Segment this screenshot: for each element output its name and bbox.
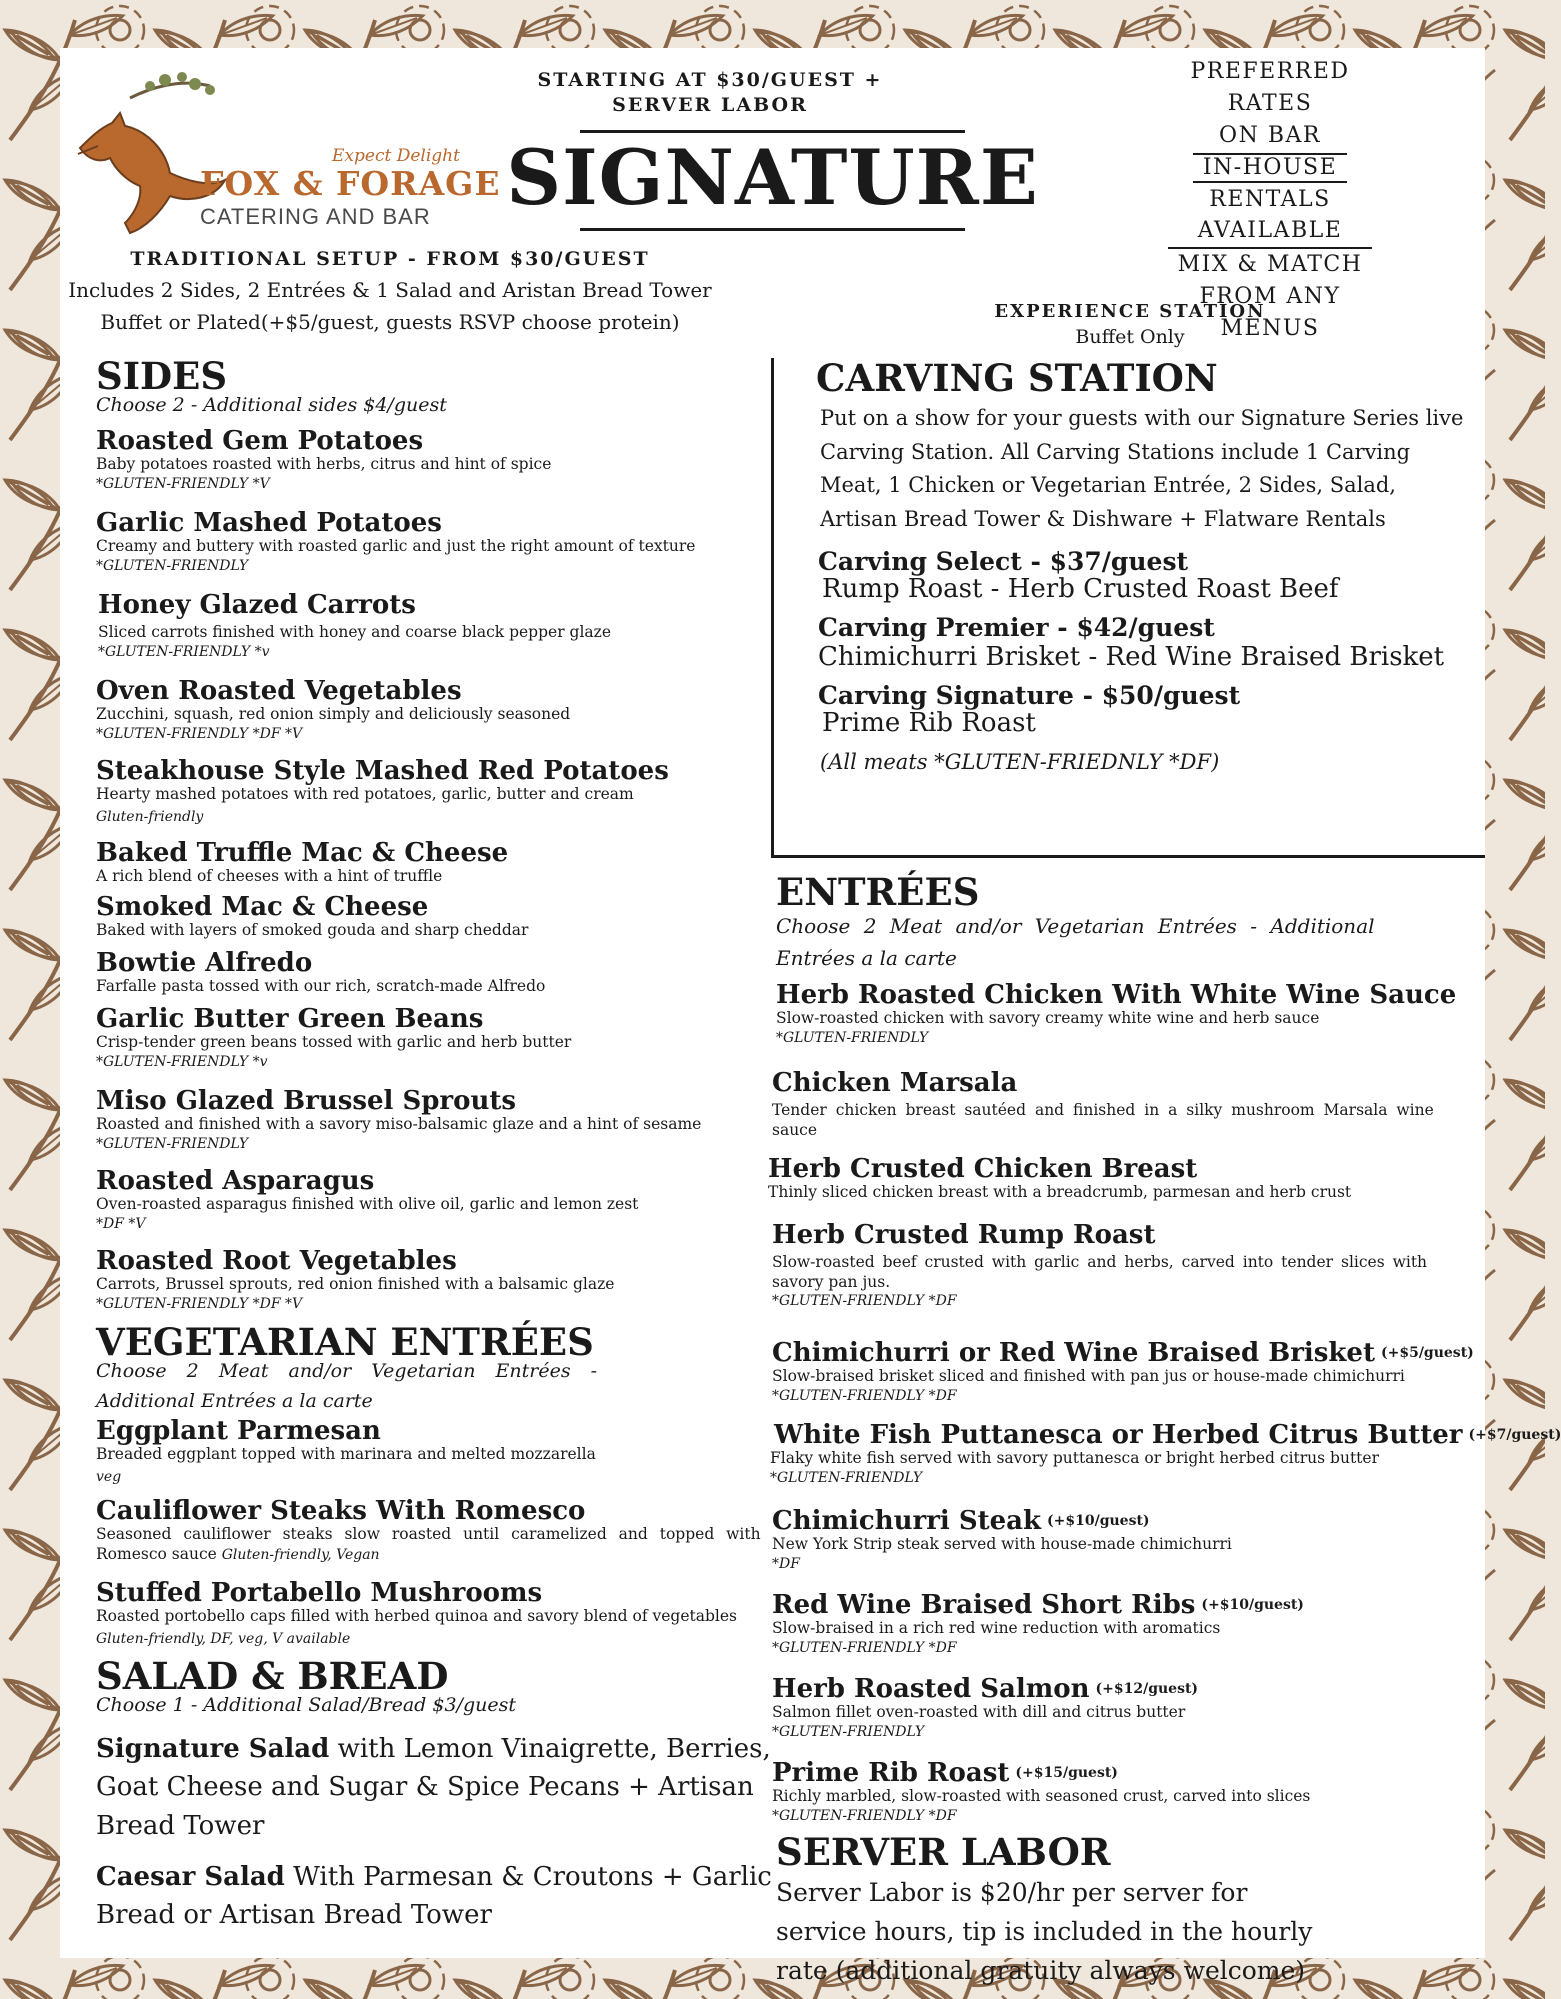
signature-salad-name: Signature Salad — [96, 1734, 330, 1764]
carving-option-meats: Chimichurri Brisket - Red Wine Braised Brisket — [818, 641, 1445, 672]
entrees-title: ENTRÉES — [776, 870, 980, 914]
signature-salad-desc-3: Bread Tower — [96, 1810, 265, 1841]
server-labor-title: SERVER LABOR — [776, 1830, 1111, 1874]
entree-tags: *GLUTEN-FRIENDLY — [772, 1723, 925, 1740]
vegetarian-desc-cont — [96, 1545, 726, 1564]
vegetarian-tags: Gluten-friendly, Vegan — [221, 1546, 380, 1563]
entree-tags: *GLUTEN-FRIENDLY *DF — [772, 1293, 957, 1310]
signature-salad-desc-2: Goat Cheese and Sugar & Spice Pecans + Artisan — [96, 1772, 754, 1803]
entree-desc-2: sauce — [772, 1120, 818, 1139]
carving-option — [818, 682, 1240, 737]
side-desc: A rich blend of cheeses with a hint of truffle — [96, 867, 443, 886]
side-desc: Baked with layers of smoked gouda and sharp cheddar — [96, 921, 529, 940]
vegetarian-desc: Breaded eggplant topped with marinara and melted mozzarella — [96, 1445, 596, 1464]
caesar-salad-desc-2: Bread or Artisan Bread Tower — [96, 1900, 492, 1931]
entree-item — [776, 982, 1456, 1047]
starting-price-line1: STARTING AT $30/GUEST + — [537, 69, 883, 91]
brand-name: FOX & FORAGE — [200, 164, 501, 203]
entree-name: White Fish Puttanesca or Herbed Citrus Butter — [774, 1420, 1463, 1450]
sides-subtitle: Choose 2 - Additional sides $4/guest — [96, 394, 447, 416]
experience-sub: Buffet Only — [1075, 326, 1185, 348]
carving-option-name: Carving Premier - $42/guest — [818, 613, 1215, 642]
vegetarian-item — [96, 1418, 596, 1486]
carving-box-bottom-rule — [771, 855, 1485, 858]
side-tags: *GLUTEN-FRIENDLY *v — [96, 1053, 268, 1070]
sides-title: SIDES — [96, 354, 228, 398]
carving-desc-3: Meat, 1 Chicken or Vegetarian Entrée, 2 Sides, Salad, — [820, 473, 1396, 498]
side-name: Honey Glazed Carrots — [98, 590, 416, 620]
carving-desc-2: Carving Station. All Carving Stations include 1 Carving — [820, 439, 1411, 464]
entree-name: Chicken Marsala — [772, 1068, 1018, 1098]
side-name: Roasted Gem Potatoes — [96, 426, 424, 456]
carving-desc-4: Artisan Bread Tower & Dishware + Flatware Rentals — [820, 506, 1386, 531]
vegetarian-desc: Roasted portobello caps filled with herbed quinoa and savory blend of vegetables — [96, 1607, 737, 1626]
rates-line-5: AVAILABLE — [1197, 218, 1343, 244]
side-item — [96, 678, 570, 743]
entree-price: (+$7/guest) — [1468, 1427, 1561, 1443]
side-name: Oven Roasted Vegetables — [96, 676, 462, 706]
carving-option-name: Carving Select - $37/guest — [818, 547, 1189, 576]
side-name: Smoked Mac & Cheese — [96, 892, 429, 922]
entree-desc: Flaky white fish served with savory puttanesca or bright herbed citrus butter — [770, 1449, 1379, 1468]
entree-desc: Thinly sliced chicken breast with a breadcrumb, parmesan and herb crust — [768, 1183, 1352, 1202]
side-tags: *GLUTEN-FRIENDLY *v — [98, 643, 270, 660]
rates-line-3: IN-HOUSE — [1193, 153, 1347, 183]
caesar-salad-name: Caesar Salad — [96, 1862, 285, 1892]
entree-desc: Slow-braised in a rich red wine reduction with aromatics — [772, 1619, 1221, 1638]
entrees-subtitle-1: Choose 2 Meat and/or Vegetarian Entrées - Additional — [776, 914, 1375, 938]
vegetarian-tags: veg — [96, 1468, 122, 1485]
side-name: Bowtie Alfredo — [96, 948, 313, 978]
side-item — [96, 758, 669, 826]
signature-salad — [96, 1730, 771, 1845]
entree-item — [772, 1508, 1232, 1573]
side-item — [96, 1168, 638, 1233]
side-item — [96, 1248, 614, 1313]
vegetarian-item — [96, 1580, 737, 1648]
entree-item — [772, 1220, 1428, 1310]
entrees-subtitle-2: Entrées a la carte — [776, 946, 957, 970]
vegetarian-title: VEGETARIAN ENTRÉES — [96, 1320, 594, 1364]
page-title: SIGNATURE — [506, 133, 1039, 222]
vegetarian-name: Cauliflower Steaks With Romesco — [96, 1496, 586, 1526]
side-name: Roasted Asparagus — [96, 1166, 375, 1196]
side-name: Baked Truffle Mac & Cheese — [96, 838, 509, 868]
side-desc: Oven-roasted asparagus finished with olive oil, garlic and lemon zest — [96, 1195, 639, 1214]
brand-logo — [70, 68, 501, 238]
carving-title: CARVING STATION — [816, 356, 1218, 400]
entree-desc: Slow-braised brisket sliced and finished with pan jus or house-made chimichurri — [772, 1367, 1405, 1386]
carving-option — [818, 548, 1339, 603]
vegetarian-desc-2: Romesco sauce — [96, 1544, 217, 1563]
entree-item — [772, 1340, 1474, 1405]
entree-desc-2: savory pan jus. — [772, 1272, 891, 1291]
side-item — [96, 1006, 571, 1071]
side-name: Miso Glazed Brussel Sprouts — [96, 1086, 517, 1116]
carving-option-meats: Prime Rib Roast — [822, 707, 1036, 738]
entree-price: (+$10/guest) — [1201, 1597, 1304, 1613]
experience-heading: EXPERIENCE STATION — [994, 301, 1266, 322]
side-item — [98, 592, 611, 661]
server-labor-line-3: rate (additional gratuity always welcome) — [776, 1955, 1306, 1985]
entree-item — [772, 1760, 1310, 1825]
carving-option — [818, 614, 1444, 673]
entree-tags: *GLUTEN-FRIENDLY — [776, 1029, 929, 1046]
side-desc: Creamy and buttery with roasted garlic and just the right amount of texture — [96, 537, 696, 556]
entree-name: Chimichurri or Red Wine Braised Brisket — [772, 1338, 1375, 1368]
entree-desc: Slow-roasted beef crusted with garlic and herbs, carved into tender slices with — [772, 1253, 1428, 1272]
entree-tags: *DF — [772, 1555, 800, 1572]
entree-desc: Richly marbled, slow-roasted with seasoned crust, carved into slices — [772, 1787, 1311, 1806]
entree-tags: *GLUTEN-FRIENDLY *DF — [772, 1387, 957, 1404]
caesar-salad — [96, 1858, 772, 1935]
side-desc: Sliced carrots finished with honey and coarse black pepper glaze — [98, 623, 611, 642]
entree-price: (+$10/guest) — [1047, 1513, 1150, 1529]
title-rule-bottom — [580, 228, 965, 231]
side-desc: Farfalle pasta tossed with our rich, scratch-made Alfredo — [96, 977, 546, 996]
entree-price: (+$15/guest) — [1015, 1765, 1118, 1781]
entree-item — [772, 1676, 1198, 1741]
side-tags: *GLUTEN-FRIENDLY *V — [96, 475, 270, 492]
vegetarian-name: Stuffed Portabello Mushrooms — [96, 1578, 543, 1608]
entree-tags: *GLUTEN-FRIENDLY *DF — [772, 1807, 957, 1824]
side-tags: *GLUTEN-FRIENDLY *DF *V — [96, 725, 303, 742]
entree-item — [770, 1420, 1561, 1487]
side-desc: Crisp-tender green beans tossed with garlic and herb butter — [96, 1033, 572, 1052]
side-item — [96, 428, 551, 493]
server-labor-text — [776, 1874, 1312, 1990]
rates-line-6: MIX & MATCH — [1168, 247, 1373, 281]
entree-item — [772, 1068, 1434, 1140]
rates-line-2: ON BAR — [1219, 122, 1321, 148]
salad-subtitle: Choose 1 - Additional Salad/Bread $3/guest — [96, 1694, 516, 1716]
side-name: Steakhouse Style Mashed Red Potatoes — [96, 756, 669, 786]
side-tags: *GLUTEN-FRIENDLY *DF *V — [96, 1295, 303, 1312]
side-tags: *GLUTEN-FRIENDLY — [96, 557, 249, 574]
entree-item — [768, 1156, 1351, 1203]
side-item — [96, 1088, 701, 1153]
entree-desc: New York Strip steak served with house-made chimichurri — [772, 1535, 1232, 1554]
side-item — [96, 894, 528, 941]
entree-name: Red Wine Braised Short Ribs — [772, 1590, 1196, 1620]
server-labor-line-2: service hours, tip is included in the hourly — [776, 1916, 1313, 1946]
entree-desc: Slow-roasted chicken with savory creamy white wine and herb sauce — [776, 1009, 1320, 1028]
caesar-salad-desc-1: With Parmesan & Croutons + Garlic — [284, 1862, 772, 1892]
carving-description — [820, 402, 1463, 536]
side-name: Garlic Butter Green Beans — [96, 1004, 484, 1034]
entree-name: Herb Roasted Chicken With White Wine Sauce — [776, 980, 1457, 1010]
entree-price: (+$12/guest) — [1095, 1681, 1199, 1697]
side-desc: Roasted and finished with a savory miso-balsamic glaze and a hint of sesame — [96, 1115, 702, 1134]
side-name: Garlic Mashed Potatoes — [96, 508, 442, 538]
vegetarian-item — [96, 1496, 761, 1564]
side-item — [96, 950, 545, 997]
rates-line-7: FROM ANY MENUS — [1199, 284, 1341, 342]
menu-sheet — [60, 48, 1561, 1985]
entree-desc: Salmon fillet oven-roasted with dill and citrus butter — [772, 1703, 1186, 1722]
rates-line-1: PREFERRED RATES — [1190, 59, 1350, 116]
vegetarian-subtitle-2: Additional Entrées a la carte — [96, 1390, 373, 1412]
entree-price: (+$5/guest) — [1380, 1345, 1474, 1361]
side-item — [96, 840, 508, 887]
starting-price — [500, 68, 920, 117]
side-desc: Hearty mashed potatoes with red potatoes, garlic, butter and cream — [96, 785, 634, 804]
carving-option-name: Carving Signature - $50/guest — [818, 681, 1241, 710]
entree-tags: *GLUTEN-FRIENDLY *DF — [772, 1639, 957, 1656]
side-tags: *GLUTEN-FRIENDLY — [96, 1135, 249, 1152]
starting-price-line2: SERVER LABOR — [612, 93, 808, 116]
vegetarian-desc: Seasoned cauliflower steaks slow roasted until caramelized and topped with — [96, 1525, 761, 1544]
carving-desc-1: Put on a show for your guests with our Signature Series live — [820, 406, 1464, 430]
carving-option-meats: Rump Roast - Herb Crusted Roast Beef — [822, 573, 1339, 604]
signature-salad-desc-1: with Lemon Vinaigrette, Berries, — [329, 1734, 771, 1764]
vegetarian-tags: Gluten-friendly, DF, veg, V available — [96, 1630, 351, 1647]
vegetarian-subtitle-1: Choose 2 Meat and/or Vegetarian Entrées - — [96, 1360, 598, 1382]
side-tags: *DF *V — [96, 1215, 146, 1232]
side-desc: Baby potatoes roasted with herbs, citrus and hint of spice — [96, 455, 552, 474]
brand-tagline: Expect Delight — [332, 146, 460, 166]
entree-tags: *GLUTEN-FRIENDLY — [770, 1469, 923, 1486]
carving-box-left-rule — [771, 358, 774, 858]
side-desc: Carrots, Brussel sprouts, red onion finished with a balsamic glaze — [96, 1275, 615, 1294]
side-desc: Zucchini, squash, red onion simply and deliciously seasoned — [96, 705, 571, 724]
entree-desc: Tender chicken breast sautéed and finished in a silky mushroom Marsala wine — [772, 1101, 1434, 1120]
entree-name: Herb Roasted Salmon — [772, 1674, 1090, 1704]
entree-name: Chimichurri Steak — [772, 1506, 1042, 1536]
traditional-heading: TRADITIONAL SETUP - FROM $30/GUEST — [130, 248, 650, 270]
salad-title: SALAD & BREAD — [96, 1654, 449, 1698]
brand-subtitle: CATERING AND BAR — [200, 204, 431, 229]
vegetarian-name: Eggplant Parmesan — [96, 1416, 381, 1446]
side-name: Roasted Root Vegetables — [96, 1246, 457, 1276]
entree-name: Herb Crusted Rump Roast — [772, 1220, 1156, 1250]
server-labor-line-1: Server Labor is $20/hr per server for — [776, 1878, 1248, 1907]
entree-name: Prime Rib Roast — [772, 1758, 1010, 1788]
traditional-includes: Includes 2 Sides, 2 Entrées & 1 Salad and Aristan Bread Tower — [68, 278, 712, 302]
side-tags: Gluten-friendly — [96, 808, 204, 825]
entree-name: Herb Crusted Chicken Breast — [768, 1154, 1198, 1184]
carving-note: (All meats *GLUTEN-FRIEDNLY *DF) — [820, 750, 1220, 774]
traditional-service: Buffet or Plated(+$5/guest, guests RSVP choose protein) — [100, 310, 680, 334]
entree-item — [772, 1592, 1304, 1657]
rates-line-4: RENTALS — [1209, 186, 1331, 212]
side-item — [96, 510, 695, 575]
